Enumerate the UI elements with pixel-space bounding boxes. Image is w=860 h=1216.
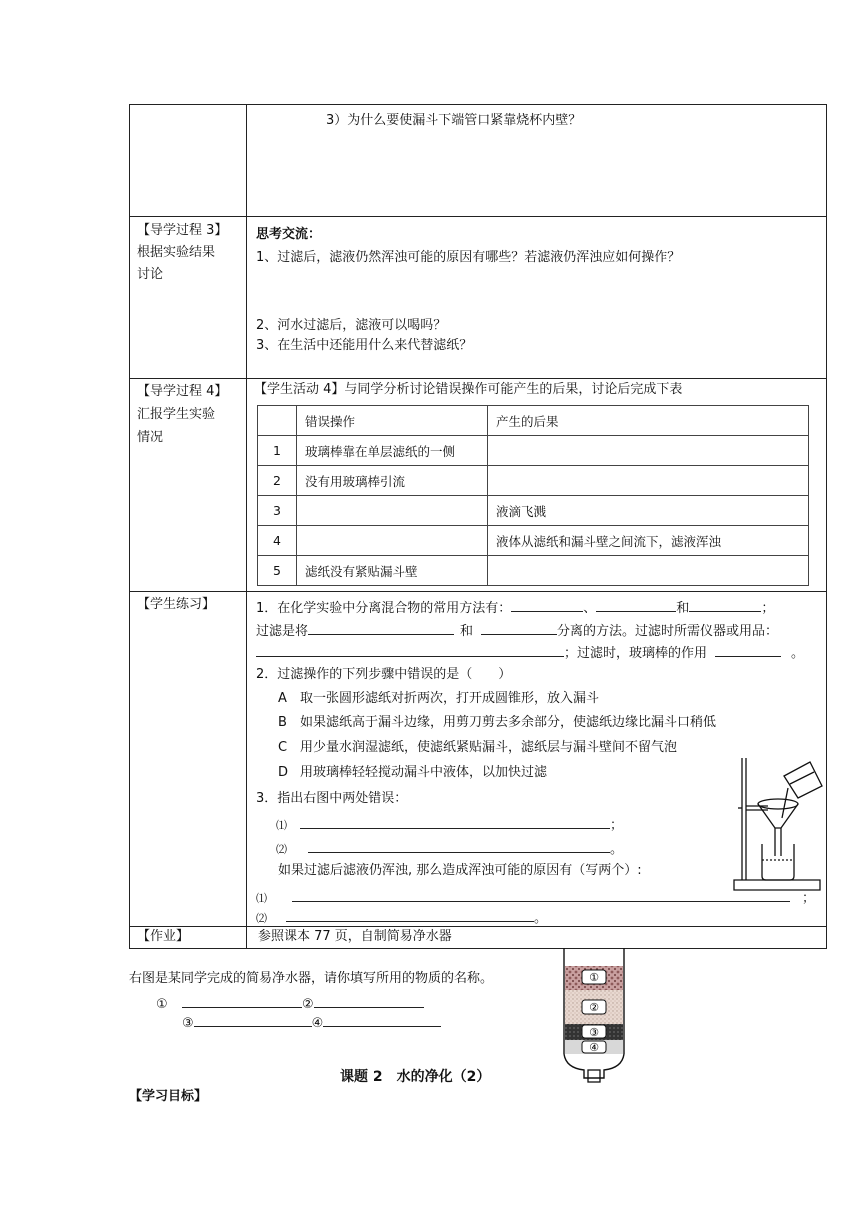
answer-blank[interactable] [300,814,610,829]
circled-2: ② [302,997,314,1012]
and-word: 和 [460,624,474,639]
table-right-border [826,104,827,949]
practice-q3-b: 如果过滤后滤液仍浑浊, 那么造成浑浊可能的原因有（写两个）: [278,863,642,878]
water-purifier-illustration [556,946,632,1086]
row-divider-2 [129,378,827,379]
option-text: 用少量水润湿滤纸，使滤纸紧贴漏斗，滤纸层与漏斗壁间不留气泡 [300,740,678,755]
practice-label: 【学生练习】 [137,597,216,612]
period: 。 [534,911,548,926]
discussion-q2: 2、河水过滤后，滤液可以喝吗？ [256,318,447,333]
answer-blank[interactable] [256,642,564,657]
table-header-row [258,406,809,436]
section3-label-3: 讨论 [137,267,164,282]
topic-title: 课题 2 水的净化（2） [340,1069,491,1085]
table-cell-consequence[interactable] [488,436,809,466]
table-cell-index: 2 [258,466,297,496]
table-row [258,496,809,526]
table-left-border [129,104,130,949]
answer-blank[interactable] [511,597,583,612]
table-cell-operation: 玻璃棒靠在单层滤纸的一侧 [297,436,488,466]
filtration-apparatus-illustration [728,744,824,894]
table-header-index [258,406,297,436]
section4-label-2: 汇报学生实验 [137,407,216,422]
reason-line-2 [256,907,547,928]
table-row [258,526,809,556]
answer-blank[interactable] [596,597,676,612]
error-operations-table [257,405,809,586]
learning-goal-heading: 【学习目标】 [129,1089,208,1104]
table-cell-index: 1 [258,436,297,466]
practice-q3: 3．指出右图中两处错误： [256,791,408,806]
table-cell-consequence[interactable] [488,466,809,496]
row-divider-1 [129,216,827,217]
option-text: 取一张圆形滤纸对折两次，打开成圆锥形，放入漏斗 [300,691,600,706]
table-cell-index: 3 [258,496,297,526]
answer-blank[interactable] [323,1012,441,1027]
section4-label-3: 情况 [137,430,164,445]
answer-blank[interactable] [689,597,761,612]
semicolon: ； [761,601,775,616]
option-a[interactable] [278,690,599,708]
discussion-heading: 思考交流： [256,227,322,242]
circled-3: ③ [182,1016,194,1031]
option-d[interactable] [278,764,547,782]
practice-q2: 2．过滤操作的下列步骤中错误的是（ ） [256,667,512,682]
table-header-consequence: 产生的后果 [488,406,809,436]
semicolon: ； [802,891,816,906]
purifier-label-3: ③ [589,1026,599,1039]
table-cell-operation[interactable] [297,496,488,526]
purifier-label-4: ④ [589,1041,599,1054]
table-header-operation: 错误操作 [297,406,488,436]
answer-blank[interactable] [715,642,781,657]
mark-1: ⑴ [256,892,267,905]
separator: 、 [583,601,597,616]
table-row [258,556,809,586]
answer-blank[interactable] [314,993,424,1008]
mark-2: ⑵ [276,843,287,856]
error-line-1 [276,814,623,835]
table-cell-operation: 没有用玻璃棒引流 [297,466,488,496]
glass-rod-role-text: ；过滤时，玻璃棒的作用 [564,646,708,661]
top-question: 3）为什么要使漏斗下端管口紧靠烧杯内壁？ [326,113,582,128]
answer-blank[interactable] [308,620,454,635]
section3-label-1: 【导学过程 3】 [137,223,228,238]
purifier-blanks-row-1 [156,993,424,1014]
answer-blank[interactable] [182,993,302,1008]
table-cell-index: 4 [258,526,297,556]
option-letter: D [278,765,289,780]
practice-q1-line3 [256,642,804,663]
option-letter: A [278,691,287,706]
practice-q1-line2 [256,620,778,641]
homework-label: 【作业】 [137,929,190,944]
answer-blank[interactable] [194,1012,312,1027]
table-cell-operation[interactable] [297,526,488,556]
option-b[interactable] [278,714,716,732]
table-col-divider [246,104,247,949]
section4-label-1: 【导学过程 4】 [137,384,228,399]
filter-definition: 过滤是将 [256,624,309,639]
purifier-label-2: ② [589,1001,599,1014]
table-row [258,436,809,466]
section3-label-2: 根据实验结果 [137,245,216,260]
circled-1: ① [156,997,168,1012]
option-text: 用玻璃棒轻轻搅动漏斗中液体，以加快过滤 [300,765,548,780]
table-cell-index: 5 [258,556,297,586]
answer-blank[interactable] [292,887,790,902]
table-top-border [129,104,827,105]
purifier-blanks-row-2 [182,1012,441,1033]
homework-text: 参照课本 77 页，自制简易净水器 [258,929,452,944]
practice-q1-text: 1．在化学实验中分离混合物的常用方法有： [256,601,512,616]
option-letter: B [278,715,287,730]
answer-blank[interactable] [308,838,610,853]
discussion-q1: 1、过滤后，滤液仍然浑浊可能的原因有哪些？若滤液仍浑浊应如何操作？ [256,250,681,265]
table-cell-operation: 滤纸没有紧贴漏斗壁 [297,556,488,586]
answer-blank[interactable] [286,907,534,922]
semicolon: ； [610,818,624,833]
option-letter: C [278,740,288,755]
option-c[interactable] [278,739,677,757]
answer-blank[interactable] [481,620,557,635]
table-row [258,466,809,496]
period: 。 [791,646,805,661]
purifier-question: 右图是某同学完成的简易净水器，请你填写所用的物质的名称。 [129,971,494,986]
mark-2: ⑵ [256,912,267,925]
purifier-label-1: ① [589,971,599,984]
option-text: 如果滤纸高于漏斗边缘，用剪刀剪去多余部分，使滤纸边缘比漏斗口稍低 [300,715,717,730]
practice-q1-line1 [256,597,774,618]
circled-4: ④ [311,1016,324,1031]
and-word: 和 [676,601,690,616]
table-bottom-border [129,948,827,949]
purifier-layer-labels [582,970,606,1054]
filter-equipment-text: 分离的方法。过滤时所需仪器或用品： [557,624,779,639]
row-divider-3 [129,591,827,592]
table-cell-consequence: 液体从滤纸和漏斗壁之间流下，滤液浑浊 [488,526,809,556]
error-line-2 [276,838,623,859]
mark-1: ⑴ [276,819,287,832]
period: 。 [610,842,624,857]
discussion-q3: 3、在生活中还能用什么来代替滤纸？ [256,338,473,353]
table-cell-consequence[interactable] [488,556,809,586]
table-cell-consequence: 液滴飞溅 [488,496,809,526]
activity4-intro: 【学生活动 4】与同学分析讨论错误操作可能产生的后果，讨论后完成下表 [254,382,683,397]
